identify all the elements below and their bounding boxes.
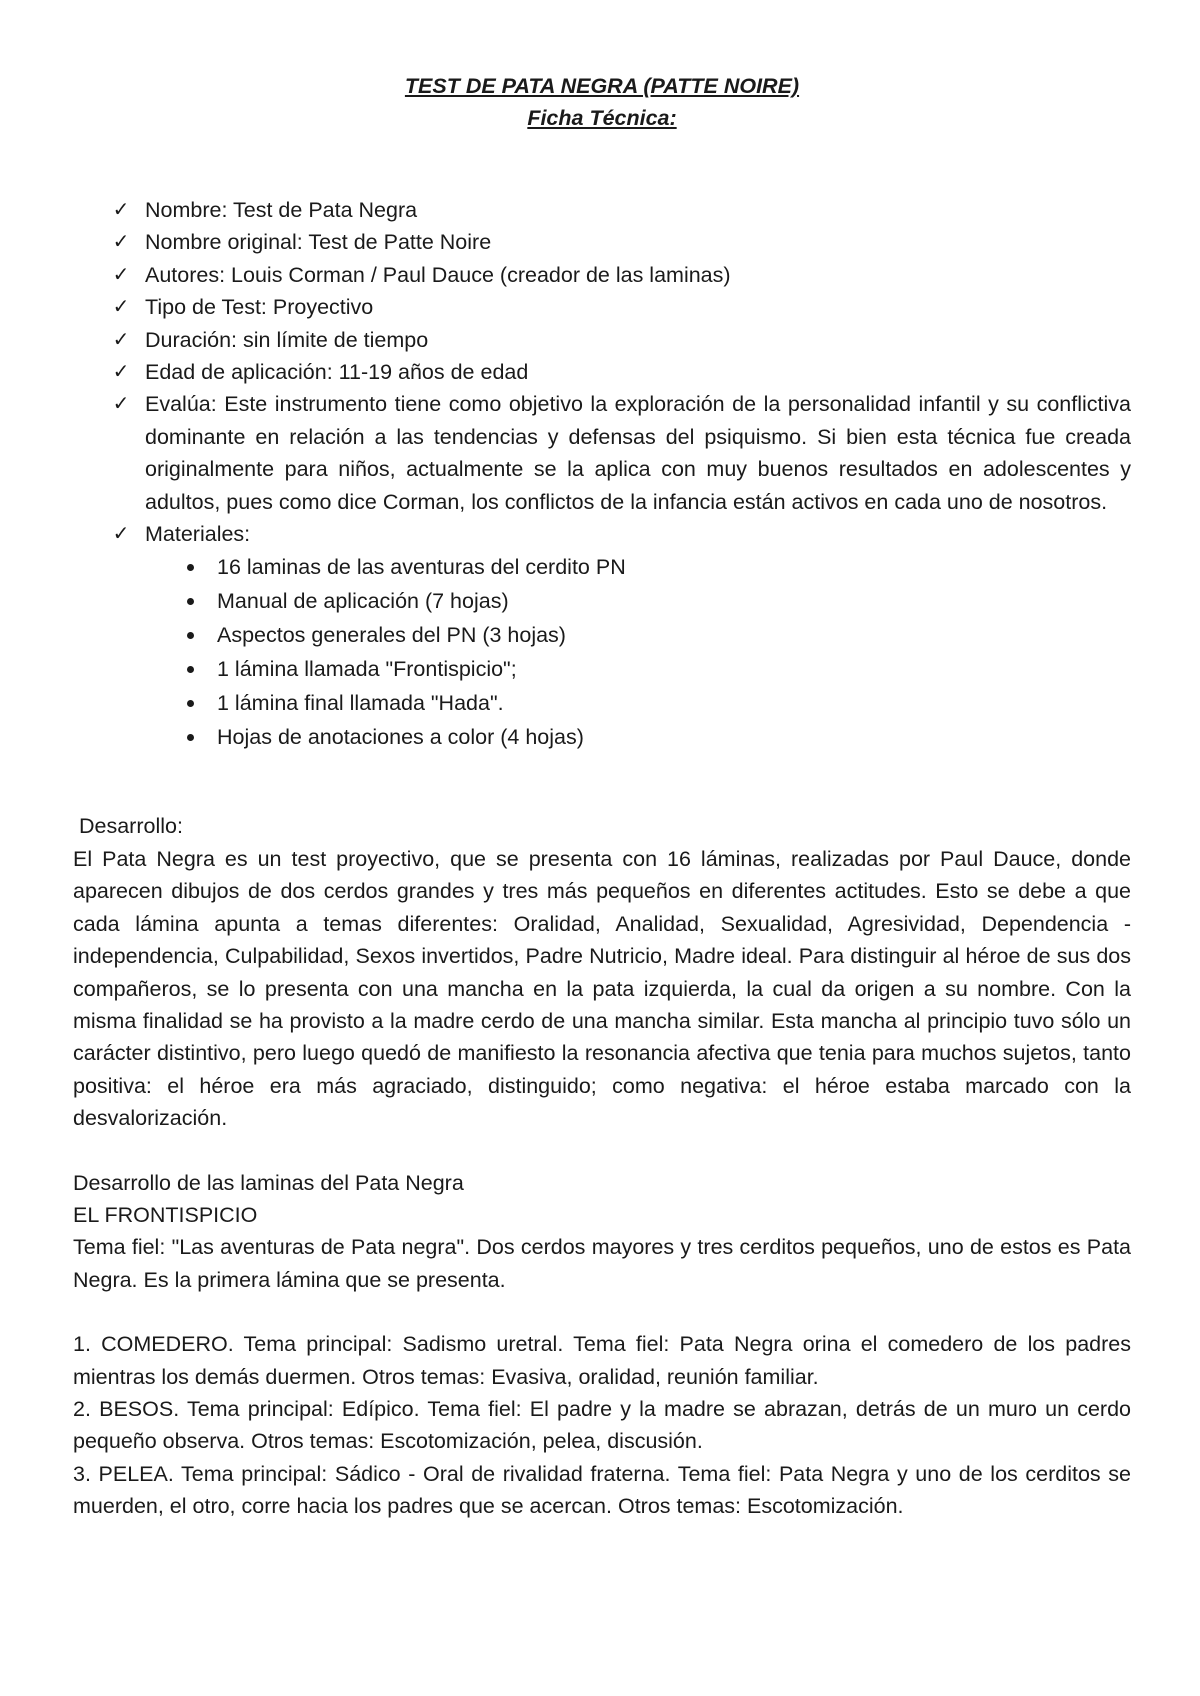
material-item: Hojas de anotaciones a color (4 hojas) xyxy=(217,720,1131,754)
document-subtitle: Ficha Técnica: xyxy=(527,106,677,130)
desarrollo-paragraph: El Pata Negra es un test proyectivo, que se presenta con 16 láminas, realizadas por Paul Dauce, donde aparecen dibujos de dos cerdos grandes y tres más pequeños en diferentes actitudes. Esto se debe a que cada lámina apunta a temas diferentes: Oralidad, Analidad, Sexualidad, Agresividad, Dependencia - independencia, Culpabilidad, Sexos invertidos, Padre Nutricio, Madre ideal. Para distinguir al héroe de sus dos compañeros, se lo presenta con una mancha en la pata izquierda, la cual da origen a su nombre. Con la misma finalidad se ha provisto a la madre cerdo de una mancha similar. Esta mancha al principio tuvo sólo un carácter distintivo, pero luego quedó de manifiesto la resonancia afectiva que tenia para muchos sujetos, tanto positiva: el héroe era más agraciado, distinguido; como negativa: el héroe estaba marcado con la desvalorización. xyxy=(73,846,1131,1131)
frontispicio-heading: EL FRONTISPICIO xyxy=(73,1202,258,1227)
frontispicio-paragraph: Tema fiel: "Las aventuras de Pata negra". Dos cerdos mayores y tres cerditos pequeños, uno de estos es Pata Negra. Es la primera lámina que se presenta. xyxy=(73,1235,1131,1292)
checkmark-icon: ✓ xyxy=(112,393,130,416)
checkmark-icon: ✓ xyxy=(112,328,130,351)
laminas-heading: Desarrollo de las laminas del Pata Negra xyxy=(73,1170,464,1195)
material-item: 1 lámina llamada "Frontispicio"; xyxy=(217,652,1131,686)
bullet-icon xyxy=(187,700,194,707)
technical-checklist xyxy=(73,194,1131,754)
checklist-item: ✓ Autores: Louis Corman / Paul Dauce (creador de las laminas) xyxy=(145,259,1131,291)
checkmark-icon: ✓ xyxy=(112,296,130,319)
material-item: 16 laminas de las aventuras del cerdito PN xyxy=(217,550,1131,584)
checklist-item: ✓ Tipo de Test: Proyectivo xyxy=(145,291,1131,323)
document-title: TEST DE PATA NEGRA (PATTE NOIRE) xyxy=(404,74,800,98)
checkmark-icon: ✓ xyxy=(112,263,130,286)
checkmark-icon: ✓ xyxy=(112,523,130,546)
checklist-item: ✓ Duración: sin límite de tiempo xyxy=(145,324,1131,356)
material-item: Manual de aplicación (7 hojas) xyxy=(217,584,1131,618)
checklist-item: ✓ Nombre original: Test de Patte Noire xyxy=(145,226,1131,258)
material-item: Aspectos generales del PN (3 hojas) xyxy=(217,618,1131,652)
checkmark-icon: ✓ xyxy=(112,199,130,221)
bullet-icon xyxy=(187,632,194,639)
lamina-item: 1. COMEDERO. Tema principal: Sadismo uretral. Tema fiel: Pata Negra orina el comedero de los padres mientras los demás duermen. Otros temas: Evasiva, oralidad, reunión familiar. xyxy=(73,1332,1131,1389)
bullet-icon xyxy=(187,564,194,571)
bullet-icon xyxy=(187,598,194,605)
checkmark-icon: ✓ xyxy=(112,231,130,254)
materials-list xyxy=(145,550,1131,754)
lamina-item: 2. BESOS. Tema principal: Edípico. Tema fiel: El padre y la madre se abrazan, detrás de un muro un cerdo pequeño observa. Otros temas: Escotomización, pelea, discusión. xyxy=(73,1396,1131,1454)
desarrollo-heading: Desarrollo: xyxy=(73,814,183,839)
checklist-item: ✓ Nombre: Test de Pata Negra xyxy=(145,194,1131,226)
checkmark-icon: ✓ xyxy=(112,361,130,384)
material-item: 1 lámina final llamada "Hada". xyxy=(217,686,1131,720)
bullet-icon xyxy=(187,734,194,741)
checklist-item: ✓ Evalúa: Este instrumento tiene como objetivo la exploración de la personalidad infantil y su conflictiva dominante en relación a las tendencias y defensas del psiquismo. Si bien esta técnica fue creada originalmente para niños, actualmente se la aplica con muy buenos resultados en adolescentes y adultos, pues como dice Corman, los conflictos de la infancia están activos en cada uno de nosotros. xyxy=(145,388,1131,518)
checklist-item: ✓ Edad de aplicación: 11-19 años de edad xyxy=(145,356,1131,388)
checklist-item-materials: ✓ Materiales: 16 laminas de las aventuras del cerdito PN Manual de aplicación (7 hojas) Aspectos generales del PN (3 hojas) 1 lámina llamada "Frontispicio"; 1 lámina final llamada "Hada". Hojas de anotaciones a color (4 hojas) xyxy=(145,518,1131,754)
bullet-icon xyxy=(187,666,194,673)
lamina-item: 3. PELEA. Tema principal: Sádico - Oral de rivalidad fraterna. Tema fiel: Pata Negra y uno de los cerditos se muerden, el otro, corre hacia los padres que se acercan. Otros temas: Escotomización. xyxy=(73,1461,1131,1519)
document-page xyxy=(73,70,1131,1523)
